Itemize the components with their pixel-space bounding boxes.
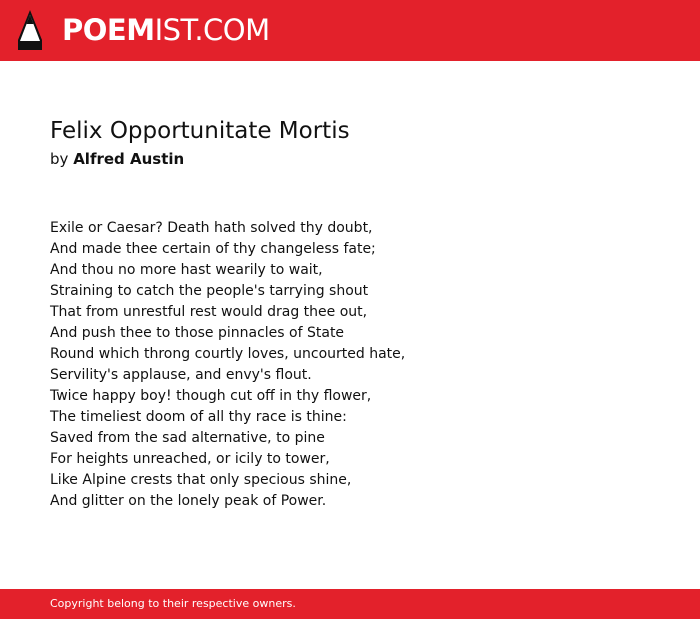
poem-body	[50, 218, 670, 512]
by-label: by	[50, 150, 69, 168]
poem-title: Felix Opportunitate Mortis	[50, 118, 350, 144]
poem-line: The timeliest doom of all thy race is thine:	[50, 409, 347, 425]
poem-line: That from unrestful rest would drag thee out,	[50, 304, 368, 320]
poem-line: Saved from the sad alternative, to pine	[50, 430, 325, 446]
site-header	[0, 0, 700, 61]
poem-line: Like Alpine crests that only specious shine,	[50, 472, 352, 488]
logo-bold-text: POEM	[62, 13, 155, 47]
site-logo[interactable]	[62, 12, 270, 48]
poem-line: Twice happy boy! though cut off in thy flower,	[50, 388, 372, 404]
site-footer	[0, 589, 700, 619]
poem-line: Straining to catch the people's tarrying shout	[50, 283, 369, 299]
poem-heading	[50, 115, 670, 171]
poem-line: Round which throng courtly loves, uncourted hate,	[50, 346, 406, 362]
poem-byline	[50, 147, 670, 171]
pencil-tip-icon[interactable]	[18, 10, 42, 50]
poem-line: And push thee to those pinnacles of State	[50, 325, 345, 341]
poem-line: For heights unreached, or icily to tower,	[50, 451, 330, 467]
poem-line: And thou no more hast wearily to wait,	[50, 262, 323, 278]
poem-line: Servility's applause, and envy's flout.	[50, 367, 312, 383]
poem-line: And glitter on the lonely peak of Power.	[50, 493, 327, 509]
poem-line: And made thee certain of thy changeless fate;	[50, 241, 376, 257]
poem-line: Exile or Caesar? Death hath solved thy doubt,	[50, 220, 373, 236]
logo-light-text: IST.COM	[154, 13, 270, 47]
author-name: Alfred Austin	[73, 150, 185, 168]
copyright-text: Copyright belong to their respective owners.	[50, 597, 296, 610]
